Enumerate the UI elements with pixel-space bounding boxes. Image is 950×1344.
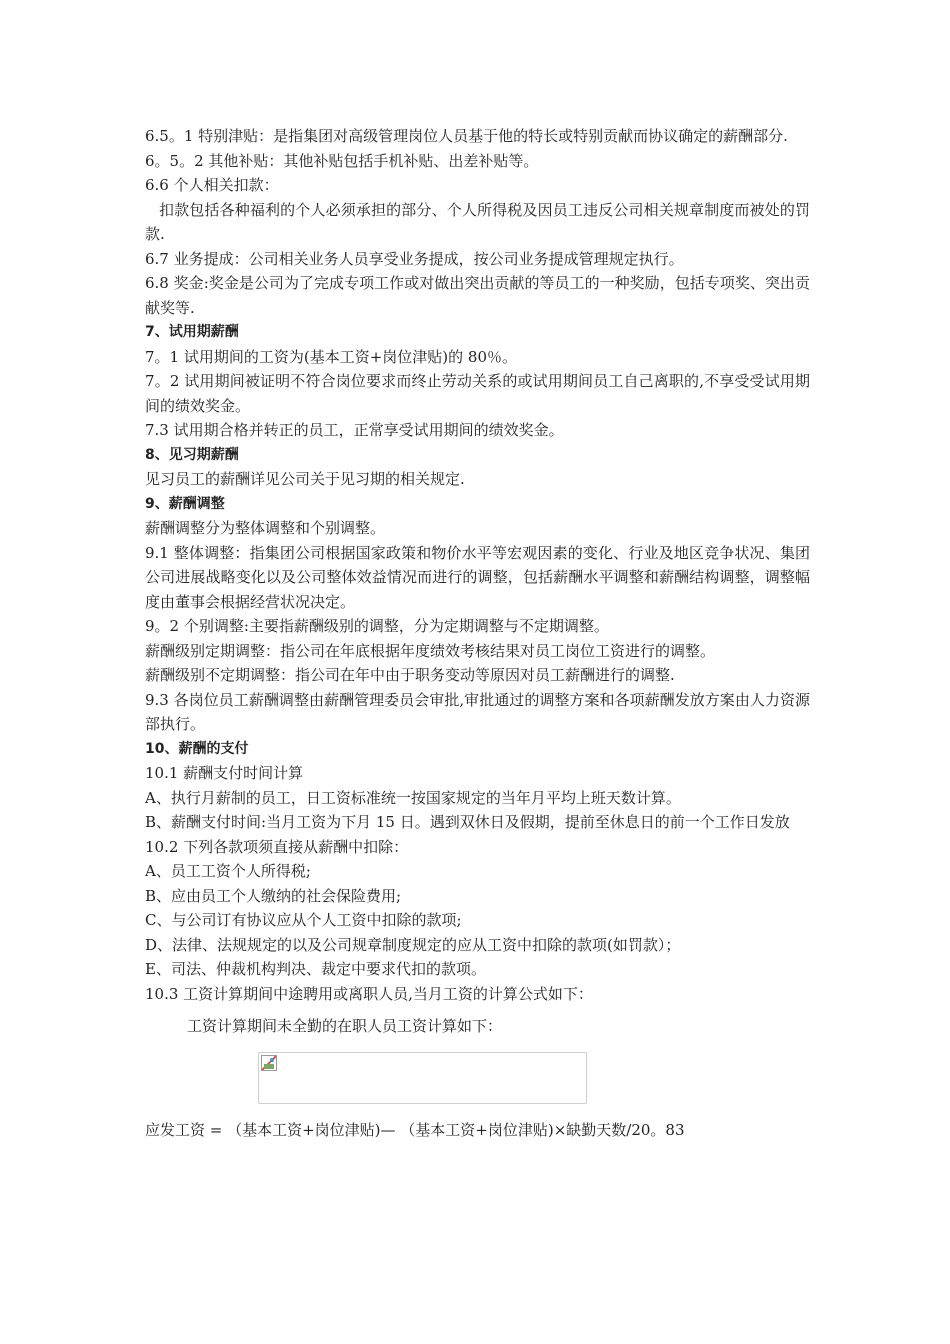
clause-6-6: 6.6 个人相关扣款： [145, 176, 279, 194]
clause-10-1: 10.1 薪酬支付时间计算 [145, 764, 304, 782]
clause-6-5-2: 6。5。2 其他补贴：其他补贴包括手机补贴、出差补贴等。 [145, 151, 539, 170]
clause-10-1-b: B、薪酬支付时间:当月工资为下月 15 日。遇到双休日及假期，提前至休息日的前一个工作日发放 [145, 813, 790, 831]
section-heading-7: 7、试用期薪酬 [145, 324, 239, 340]
clause-9-2-irregular: 薪酬级别不定期调整：指公司在年中由于职务变动等原因对员工薪酬进行的调整. [145, 666, 675, 684]
clause-6-8: 6.8 奖金:奖金是公司为了完成专项工作或对做出突出贡献的等员工的一种奖励，包括专项奖、突出贡献奖等. [145, 274, 810, 317]
clause-10-2-c: C、与公司订有协议应从个人工资中扣除的款项; [145, 911, 462, 929]
formula-image-placeholder [258, 1052, 587, 1104]
clause-9-2-regular: 薪酬级别定期调整：指公司在年底根据年度绩效考核结果对员工岗位工资进行的调整。 [145, 641, 716, 660]
clause-9-intro: 薪酬调整分为整体调整和个别调整。 [145, 519, 386, 537]
clause-7-1: 7。1 试用期间的工资为(基本工资+岗位津贴)的 80％。 [145, 347, 517, 366]
section-heading-10: 10、薪酬的支付 [145, 740, 249, 757]
broken-image-icon [261, 1055, 277, 1071]
clause-8-body: 见习员工的薪酬详见公司关于见习期的相关规定. [145, 470, 465, 488]
clause-10-2: 10.2 下列各款项须直接从薪酬中扣除： [145, 837, 409, 856]
section-heading-8: 8、见习期薪酬 [145, 446, 239, 463]
clause-6-7: 6.7 业务提成：公司相关业务人员享受业务提成，按公司业务提成管理规定执行。 [145, 249, 684, 268]
clause-6-6-body: 扣款包括各种福利的个人必须承担的部分、个人所得税及因员工违反公司相关规章制度而被处的罚款. [145, 200, 810, 243]
clause-9-3: 9.3 各岗位员工薪酬调整由薪酬管理委员会审批,审批通过的调整方案和各项薪酬发放方案由人力资源部执行。 [145, 690, 810, 733]
clause-9-1: 9.1 整体调整：指集团公司根据国家政策和物价水平等宏观因素的变化、行业及地区竞争状况、集团公司进展战略变化以及公司整体效益情况而进行的调整，包括薪酬水平调整和薪酬结构调整，调整幅度由董事会根据经营状况决定。 [145, 543, 810, 611]
clause-7-2: 7。2 试用期间被证明不符合岗位要求而终止劳动关系的或试用期间员工自己离职的,不享受受试用期间的绩效奖金。 [145, 372, 810, 415]
clause-6-5-1: 6.5。1 特别津贴：是指集团对高级管理岗位人员基于他的特长或特别贡献而协议确定的薪酬部分. [145, 127, 788, 145]
clause-10-2-e: E、司法、仲裁机构判决、裁定中要求代扣的款项。 [145, 960, 486, 978]
section-heading-9: 9、薪酬调整 [145, 495, 225, 512]
clause-10-2-d: D、法律、法规规定的以及公司规章制度规定的应从工资中扣除的款项(如罚款）； [145, 935, 681, 954]
clause-10-2-b: B、应由员工个人缴纳的社会保险费用; [145, 886, 402, 905]
formula-intro: 工资计算期间未全勤的在职人员工资计算如下： [187, 1017, 503, 1035]
clause-9-2: 9。2 个别调整:主要指薪酬级别的调整，分为定期调整与不定期调整。 [145, 617, 609, 635]
clause-7-3: 7.3 试用期合格并转正的员工，正常享受试用期间的绩效奖金。 [145, 421, 564, 439]
clause-10-2-a: A、员工工资个人所得税; [145, 862, 311, 880]
clause-10-1-a: A、执行月薪制的员工，日工资标准统一按国家规定的当年月平均上班天数计算。 [145, 788, 681, 807]
document-page [145, 124, 810, 1142]
salary-formula: 应发工资 = （基本工资+岗位津贴)— （基本工资+岗位津贴)×缺勤天数/20。83 [145, 1120, 685, 1139]
clause-10-3: 10.3 工资计算期间中途聘用或离职人员,当月工资的计算公式如下： [145, 984, 593, 1003]
spacer [145, 1006, 810, 1014]
